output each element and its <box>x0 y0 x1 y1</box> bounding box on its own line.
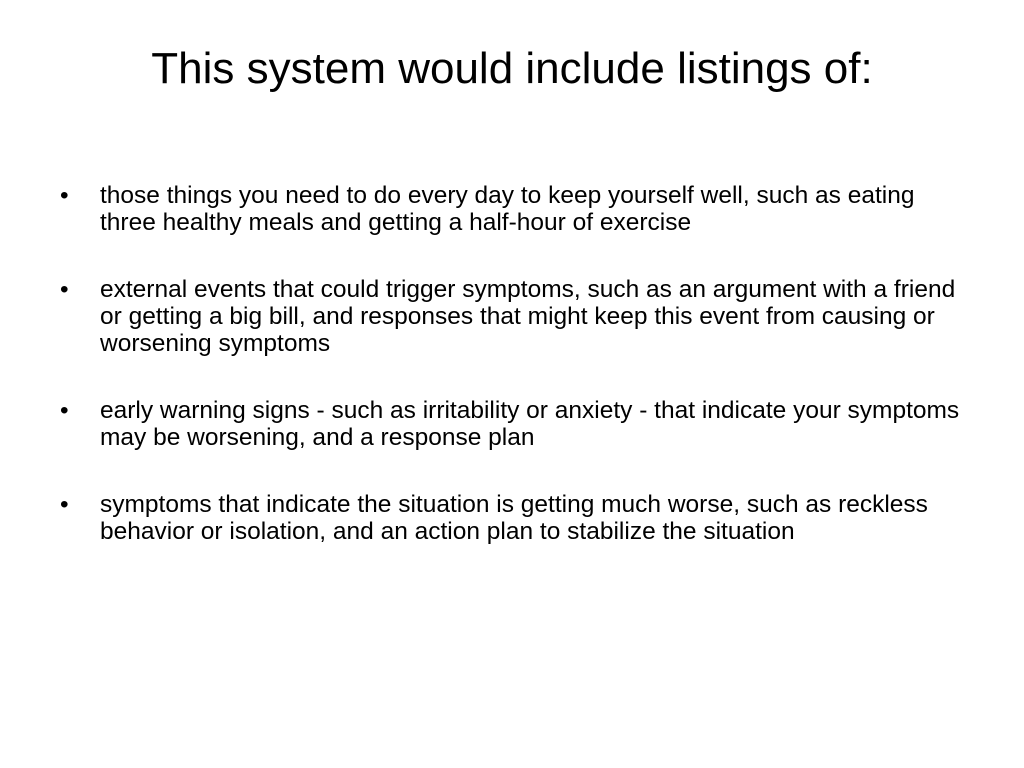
bullet-text: early warning signs - such as irritability or anxiety - that indicate your symptoms may be worsening, and a response plan <box>100 397 960 451</box>
bullet-icon: • <box>60 276 69 303</box>
bullet-text: symptoms that indicate the situation is getting much worse, such as reckless behavior or isolation, and an action plan to stabilize the situation <box>100 491 928 545</box>
bullet-text: those things you need to do every day to keep yourself well, such as eating three healthy meals and getting a half-hour of exercise <box>100 182 915 236</box>
bullet-icon: • <box>60 182 69 209</box>
list-item <box>60 491 970 545</box>
bullet-icon: • <box>60 397 69 424</box>
list-item <box>60 397 970 451</box>
slide-title: This system would include listings of: <box>151 44 873 93</box>
bullet-text: external events that could trigger symptoms, such as an argument with a friend or getting a big bill, and responses that might keep this event from causing or worsening symptoms <box>100 276 956 357</box>
bullet-list <box>60 182 970 585</box>
list-item <box>60 276 970 357</box>
list-item <box>60 182 970 236</box>
bullet-icon: • <box>60 491 69 518</box>
